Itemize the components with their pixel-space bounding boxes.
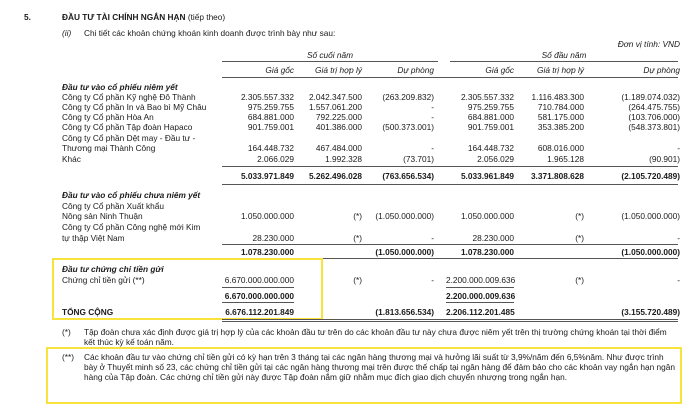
header-period-end: Số cuối năm [306, 50, 354, 60]
note-text: Các khoản đầu tư vào chứng chỉ tiền gửi có kỳ hạn trên 3 tháng tại các ngân hàng thương mại và hưởng lãi suất từ 3,9%/năm đến 6,5%năm. Như được trình bày ở Thuyết minh số 23, các chứng chỉ tiền gửi tại các ngân hàng thương mại trên được thế chấp tại ngân hàng để đảm bảo cho các khoản vay ngắn hạn ngân hàng của Tập đoàn. Các chứng chỉ tiền gửi này được Tập đoàn nắm giữ nhằm mục đích giao dịch chuyển nhượng trong ngắn hạn. [84, 352, 675, 382]
subtotal-rule [446, 287, 514, 288]
grand-total-rule [222, 321, 678, 322]
header-bottom-rule [222, 77, 678, 78]
listed-heading: Đầu tư vào cổ phiếu niêm yết [62, 82, 178, 92]
subtotal-rule [222, 184, 678, 185]
subtotal-rule [222, 302, 294, 303]
col-header: Giá gốc [265, 65, 294, 75]
intro-marker: (ii) [62, 28, 72, 38]
col-header: Giá trị hợp lý [537, 65, 584, 75]
intro-text: Chi tiết các khoản chứng khoán kinh doanh được trình bày như sau: [84, 28, 336, 38]
note-marker: (*) [62, 327, 71, 337]
header-rule [222, 61, 438, 62]
col-header: Giá trị hợp lý [315, 65, 362, 75]
subtotal-rule [446, 302, 514, 303]
col-header: Giá gốc [485, 65, 514, 75]
section-title: ĐẦU TƯ TÀI CHÍNH NGẮN HẠN (tiếp theo) [62, 12, 226, 22]
unlisted-heading: Đầu tư vào cổ phiếu chưa niêm yết [62, 190, 201, 200]
subtotal-rule [222, 166, 678, 167]
deposits-heading: Đầu tư chứng chỉ tiền gửi [62, 264, 164, 274]
note-text: Tập đoàn chưa xác định được giá trị hợp lý của các khoản đầu tư trên do các khoản đầu tư này chưa được niêm yết trên thị trường chứng khoán tại thời điểm kết thúc kỳ kế toán năm. [84, 327, 667, 347]
col-header: Dự phòng [397, 65, 434, 75]
note-marker: (**) [62, 352, 74, 362]
section-number: 5. [24, 12, 31, 22]
col-header: Dự phòng [643, 65, 680, 75]
subtotal-rule [222, 287, 294, 288]
header-rule [450, 61, 678, 62]
header-period-begin: Số đầu năm [541, 50, 587, 60]
subtotal-rule [222, 244, 678, 245]
grand-total-rule [222, 319, 678, 320]
unit-label: Đơn vị tính: VND [617, 39, 680, 49]
